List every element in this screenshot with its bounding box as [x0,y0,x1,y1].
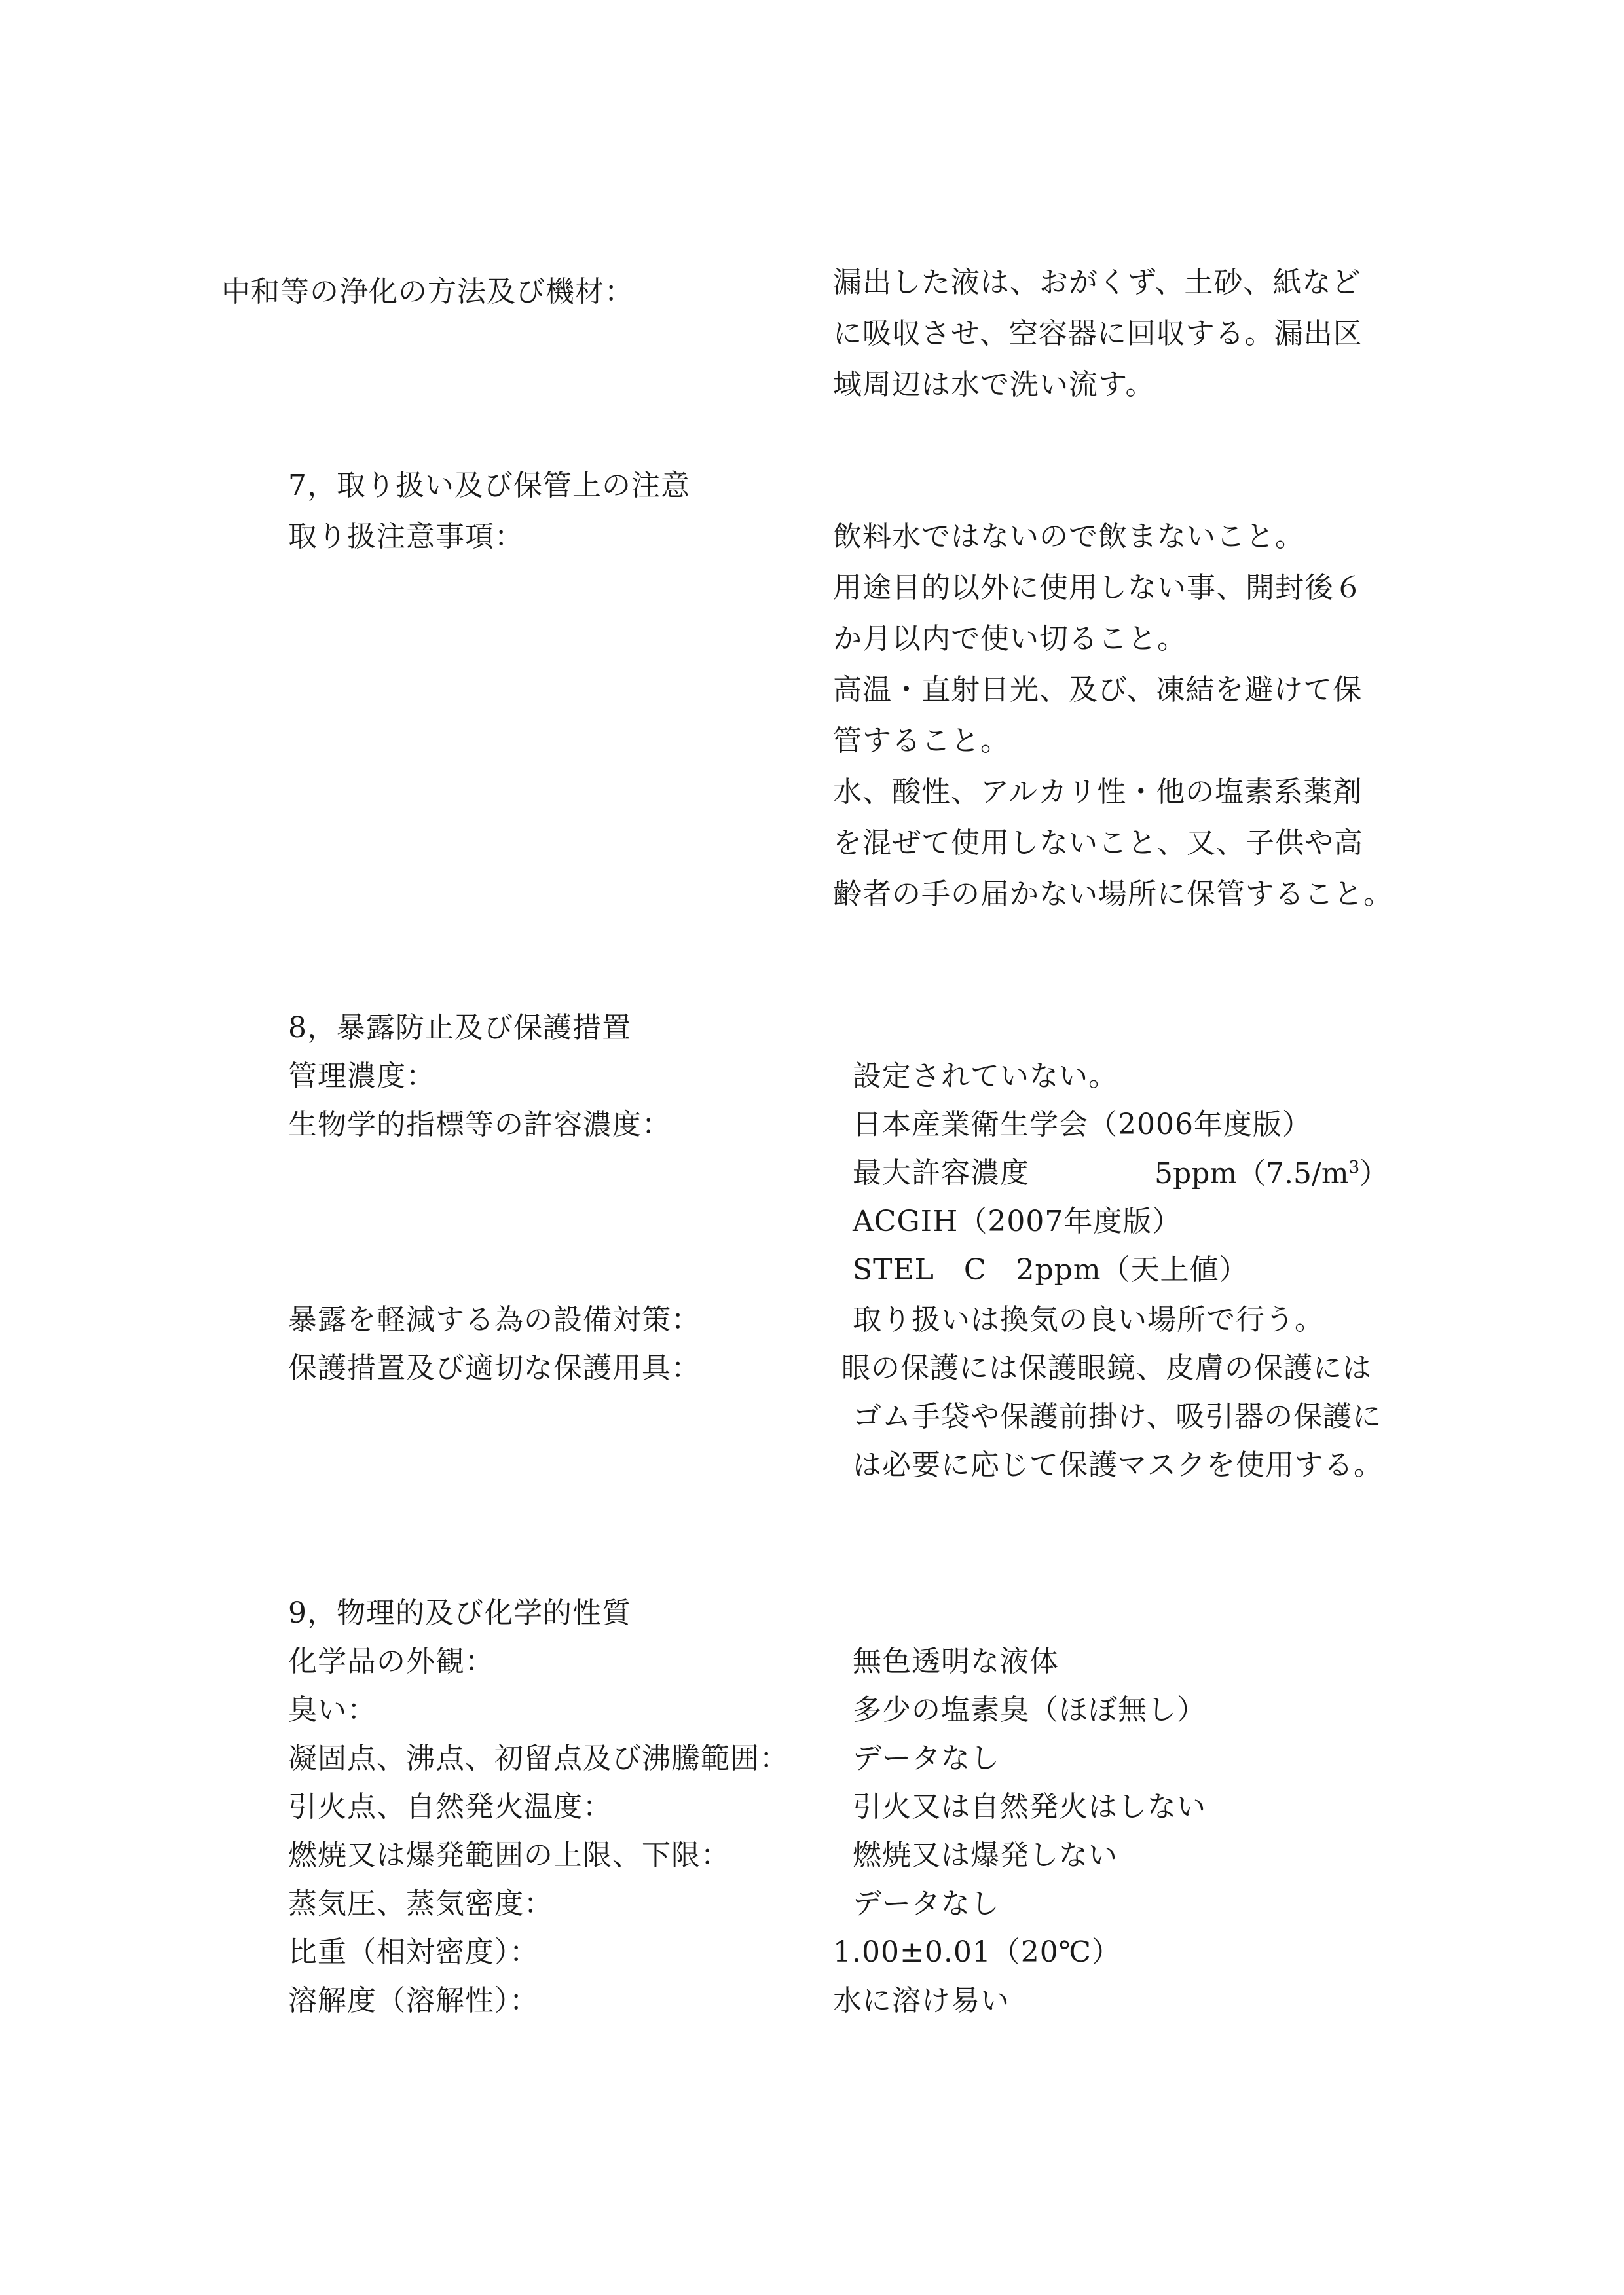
bio-index-label: 生物学的指標等の許容濃度： [288,1108,671,1141]
neutralization-line-2: に吸収させ、空容器に回収する。漏出区 [833,317,1363,350]
boiling-label: 凝固点、沸点、初留点及び沸騰範囲： [288,1742,789,1775]
section7-heading: 7，取り扱い及び保管上の注意 [288,469,690,502]
handling-line-3: か月以内で使い切ること。 [833,622,1187,655]
ppe-label: 保護措置及び適切な保護用具： [288,1351,701,1385]
acgih-line: ACGIH（2007年度版） [853,1205,1182,1238]
handling-line-2: 用途目的以外に使用しない事、開封後６ [833,571,1363,604]
handling-line-7: を混ぜて使用しないこと、又、子供や高 [833,826,1363,860]
neutralization-label: 中和等の浄化の方法及び機材： [221,275,634,308]
explosion-range-value: 燃焼又は爆発しない [853,1839,1118,1872]
ppe-line-2: ゴム手袋や保護前掛け、吸引器の保護に [853,1400,1382,1433]
flash-point-value: 引火又は自然発火はしない [853,1790,1206,1824]
vapor-value: データなし [853,1887,1000,1920]
vapor-label: 蒸気圧、蒸気密度： [288,1887,553,1920]
handling-line-8: 齢者の手の届かない場所に保管すること。 [833,877,1393,911]
handling-line-1: 飲料水ではないので飲まないこと。 [833,520,1304,553]
bio-max-value: $5ppm(7.5/m^3)$ [1154,1157,1389,1190]
equipment-value: 取り扱いは換気の良い場所で行う。 [853,1303,1324,1336]
ppe-line-3: は必要に応じて保護マスクを使用する。 [853,1448,1383,1482]
handling-line-6: 水、酸性、アルカリ性・他の塩素系薬剤 [833,775,1363,809]
boiling-value: データなし [853,1742,1000,1775]
equipment-label: 暴露を軽減する為の設備対策： [288,1303,701,1336]
neutralization-line-3: 域周辺は水で洗い流す。 [833,368,1155,401]
solubility-label: 溶解度（溶解性）： [288,1984,539,2017]
stel-line: STEL C 2ppm（天上値） [853,1253,1249,1287]
appearance-value: 無色透明な液体 [853,1645,1059,1678]
specific-gravity-value: 1.00±0.01（20℃） [833,1936,1122,1969]
handling-line-4: 高温・直射日光、及び、凍結を避けて保 [833,673,1363,707]
specific-gravity-label: 比重（相対密度）： [288,1936,539,1969]
explosion-range-label: 燃焼又は爆発範囲の上限、下限： [288,1839,730,1872]
control-concentration-value: 設定されていない。 [853,1059,1118,1093]
ppe-line-1: 眼の保護には保護眼鏡、皮膚の保護には [841,1351,1372,1385]
section8-heading: 8，暴露防止及び保護措置 [288,1011,631,1044]
handling-line-5: 管すること。 [833,724,1010,758]
flash-point-label: 引火点、自然発火温度： [288,1790,612,1824]
handling-label: 取り扱注意事項： [288,520,524,553]
odor-label: 臭い： [288,1693,377,1727]
neutralization-line-1: 漏出した液は、おがくず、土砂、紙など [833,266,1361,299]
odor-value: 多少の塩素臭（ほぼ無し） [853,1693,1206,1727]
control-concentration-label: 管理濃度： [288,1059,435,1093]
solubility-value: 水に溶け易い [833,1984,1010,2017]
bio-index-line-1: 日本産業衛生学会（2006年度版） [853,1108,1312,1141]
appearance-label: 化学品の外観： [288,1645,494,1678]
bio-max-label: 最大許容濃度 [853,1156,1029,1190]
section9-heading: 9，物理的及び化学的性質 [288,1596,631,1630]
